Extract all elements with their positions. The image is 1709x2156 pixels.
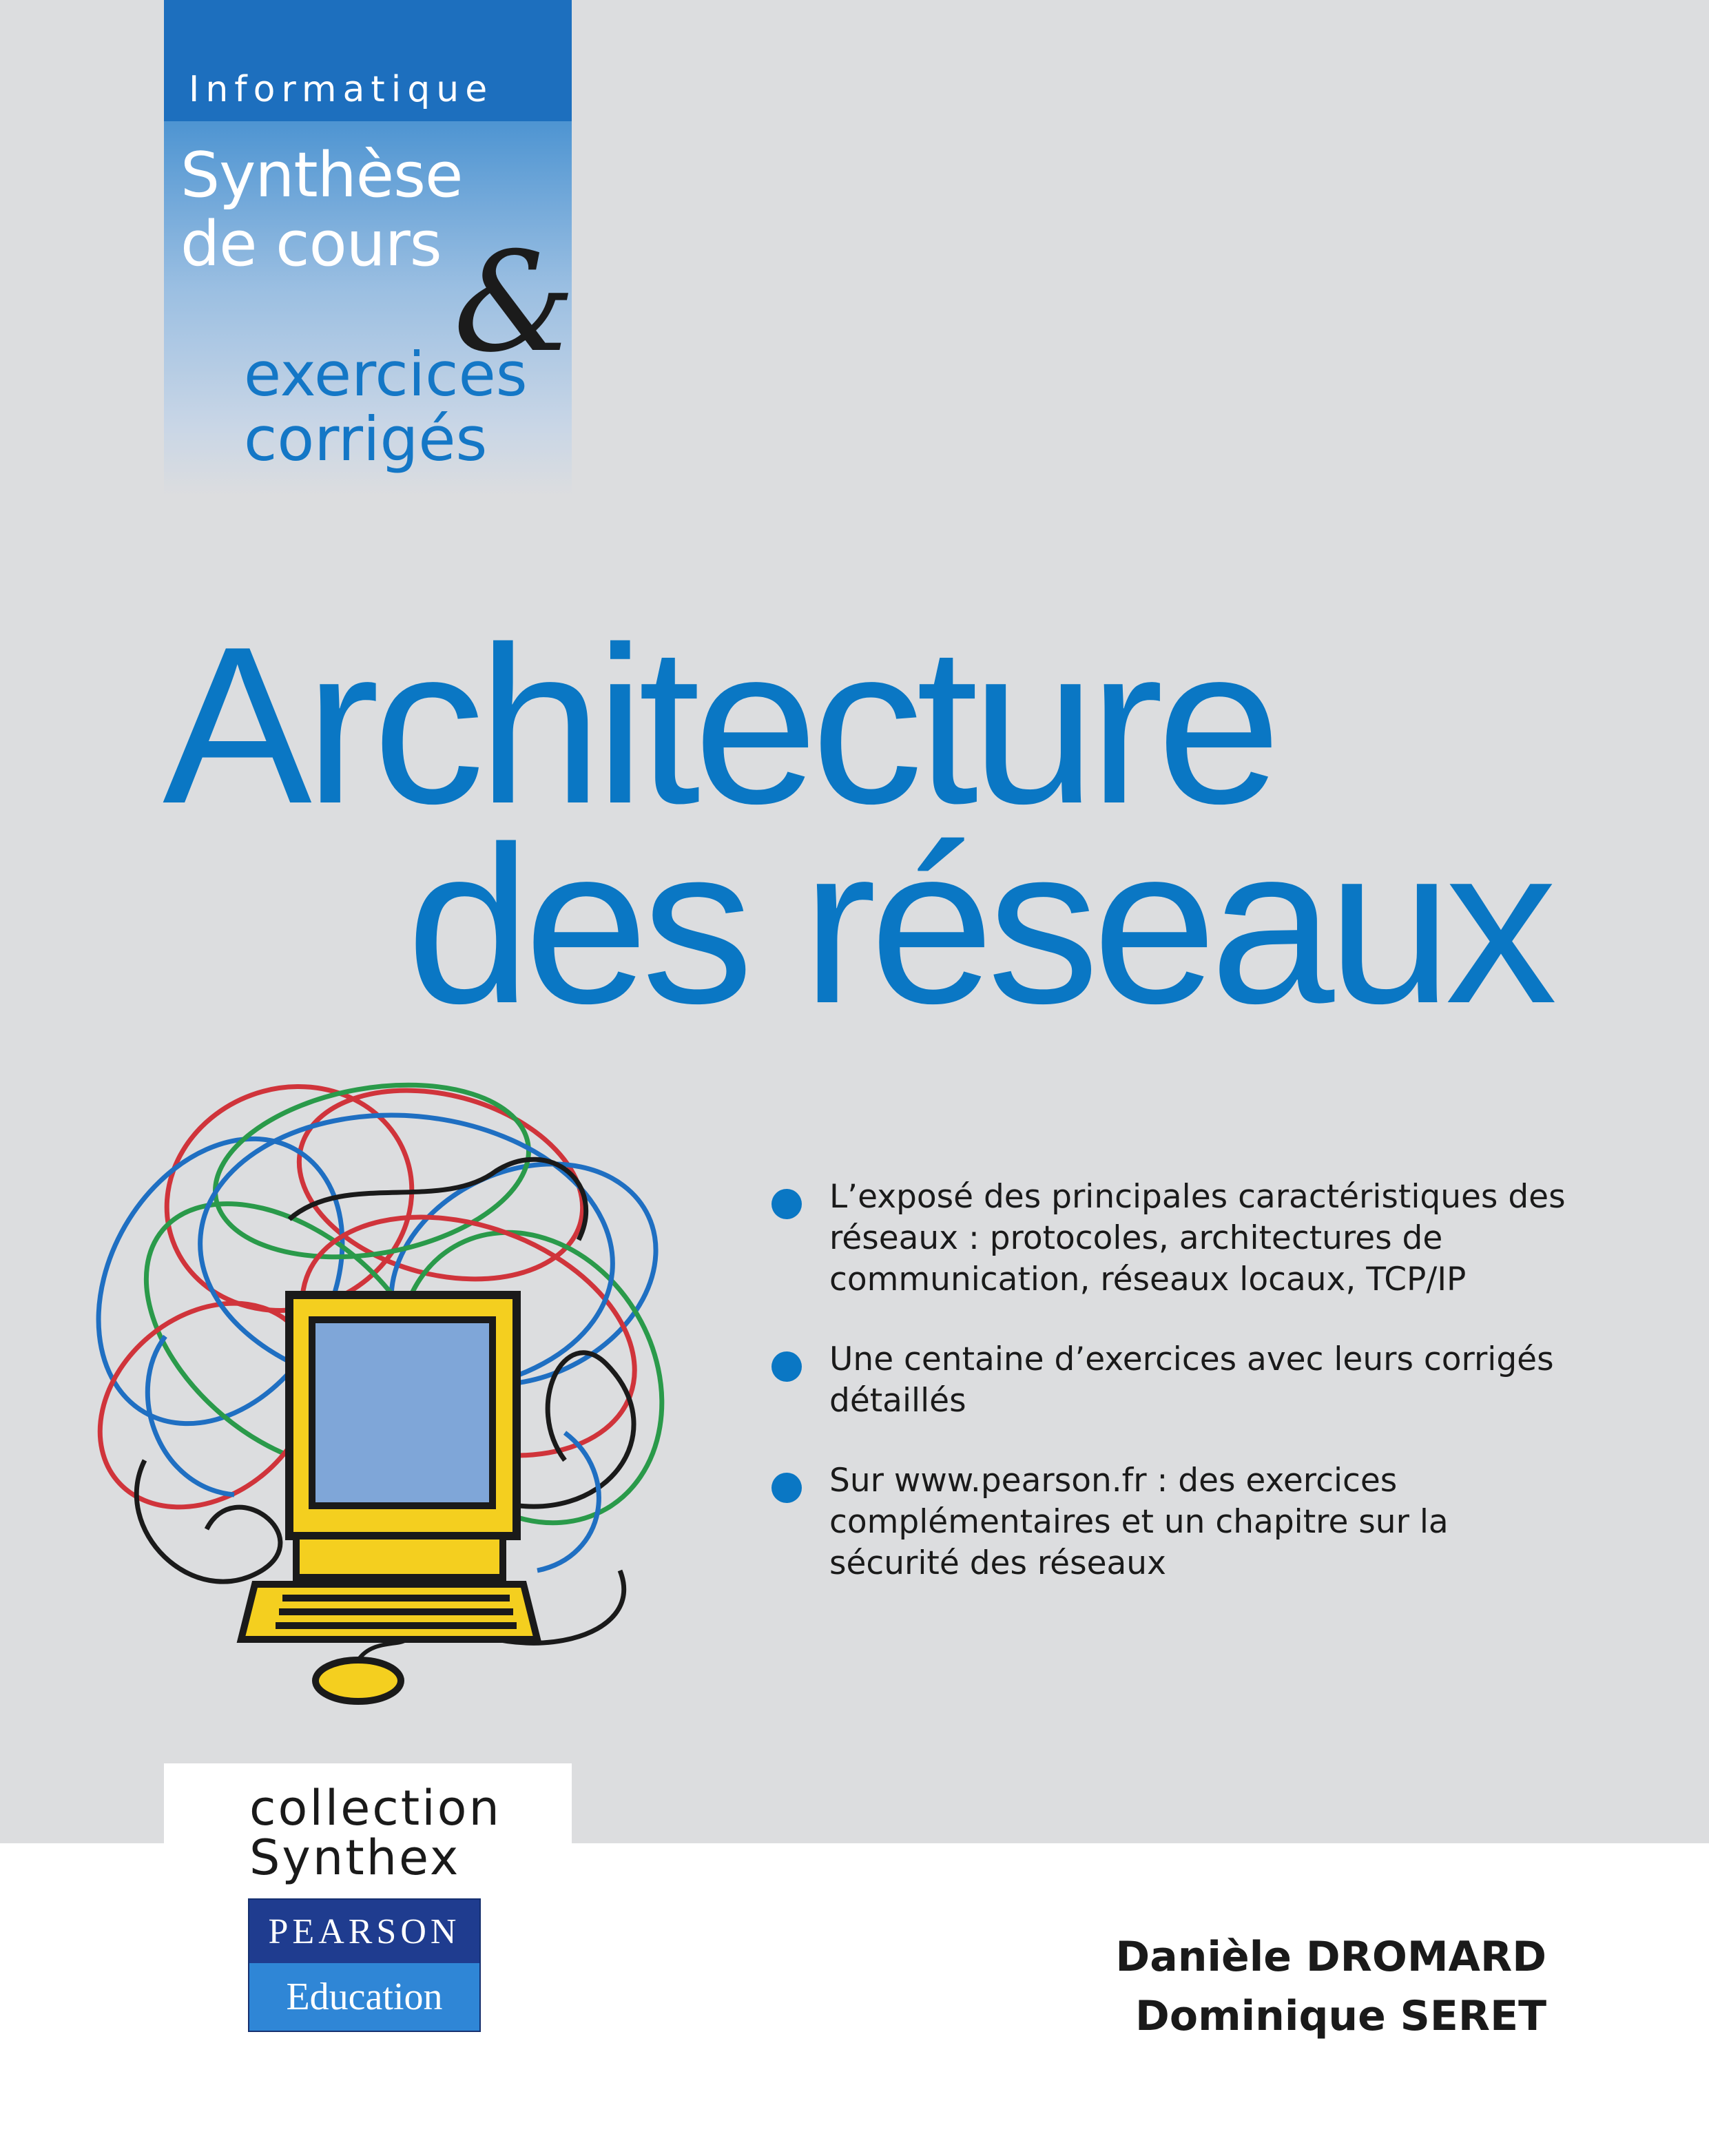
- feature-item-1: [771, 1177, 1584, 1300]
- title-line-2: des réseaux: [406, 800, 1551, 1050]
- feature-text-1: L’exposé des principales caractéristiques des réseaux : protocoles, architectures de communication, réseaux locaux, TCP/IP: [829, 1178, 1566, 1298]
- author-1: Danièle DROMARD: [1115, 1933, 1546, 1981]
- series-banner: [164, 0, 577, 496]
- bullet-dot-icon: [771, 1189, 802, 1219]
- monitor: [289, 1295, 517, 1577]
- collection-name: Synthex: [249, 1830, 461, 1886]
- author-2: Dominique SERET: [1135, 1992, 1546, 2040]
- pearson-logo-bottom: Education: [249, 1963, 479, 2031]
- series-exercices: exercices: [244, 339, 528, 410]
- series-corriges: corrigés: [244, 404, 488, 475]
- keyboard: [241, 1584, 537, 1639]
- feature-list: [771, 1177, 1584, 1623]
- title-line-1: Architecture: [163, 600, 1275, 850]
- series-de-cours: de cours: [180, 208, 442, 280]
- feature-text-3: Sur www.pearson.fr : des exercices complémentaires et un chapitre sur la sécurité des réseaux: [829, 1462, 1449, 1582]
- collection-label: collection: [249, 1780, 501, 1836]
- feature-text-2: Une centaine d’exercices avec leurs corrigés détaillés: [829, 1340, 1554, 1420]
- series-synthese: Synthèse: [180, 139, 463, 211]
- pearson-logo-top: PEARSON: [268, 1911, 461, 1951]
- bullet-dot-icon: [771, 1351, 802, 1382]
- computer-illustration: [83, 1047, 716, 1722]
- series-label: Informatique: [189, 69, 494, 110]
- bullet-dot-icon: [771, 1473, 802, 1503]
- mouse: [315, 1660, 401, 1701]
- series-ampersand: &: [453, 222, 577, 383]
- feature-item-2: [771, 1339, 1584, 1422]
- feature-item-3: [771, 1460, 1584, 1584]
- pearson-logo: [248, 1898, 481, 2032]
